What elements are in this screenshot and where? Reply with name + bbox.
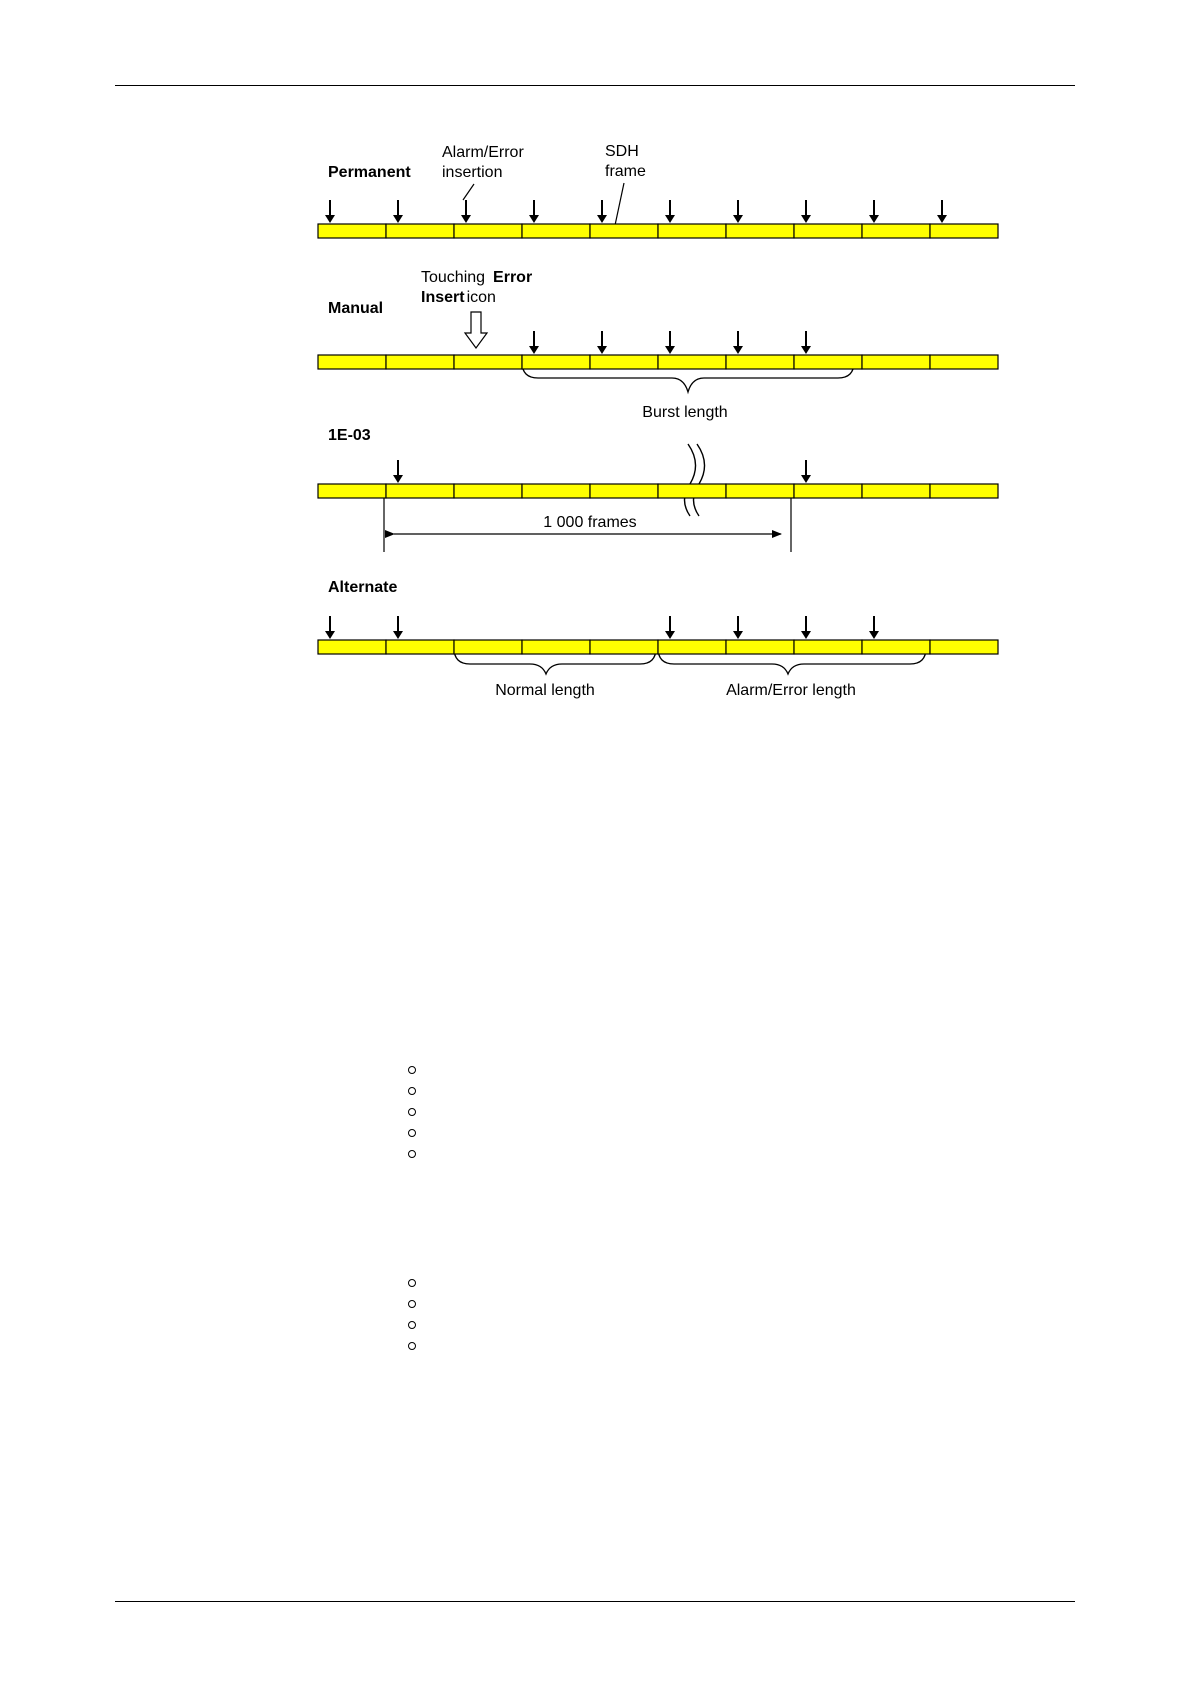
alarm-error-leader-line — [463, 184, 474, 200]
bullet-item — [408, 1108, 416, 1116]
frame-1e03-8 — [862, 484, 930, 498]
insertion-arrow-alternate-0 — [325, 616, 335, 639]
frame-permanent-2 — [454, 224, 522, 238]
insertion-arrow-alternate-7 — [801, 616, 811, 639]
insertion-arrow-permanent-6 — [733, 200, 743, 223]
normal-length-label: Normal length — [495, 682, 595, 699]
frame-1e03-6 — [726, 484, 794, 498]
bullet-list-2 — [408, 1279, 416, 1363]
hollow-down-arrow-icon — [465, 312, 487, 348]
frame-manual-8 — [862, 355, 930, 369]
frame-alternate-5 — [658, 640, 726, 654]
alarm-error-insertion-label-line2: insertion — [442, 164, 503, 181]
insertion-arrow-permanent-0 — [325, 200, 335, 223]
frame-permanent-3 — [522, 224, 590, 238]
row-label-1e03: 1E-03 — [328, 427, 371, 444]
insertion-arrow-manual-5 — [665, 331, 675, 354]
frame-alternate-9 — [930, 640, 998, 654]
insertion-arrow-manual-4 — [597, 331, 607, 354]
bullet-item — [408, 1129, 416, 1137]
frame-manual-9 — [930, 355, 998, 369]
frame-1e03-4 — [590, 484, 658, 498]
frame-rows — [318, 200, 998, 654]
frame-manual-6 — [726, 355, 794, 369]
insertion-arrow-1e03-1 — [393, 460, 403, 483]
frame-manual-0 — [318, 355, 386, 369]
frame-manual-5 — [658, 355, 726, 369]
error-insertion-diagram — [0, 0, 1190, 720]
frame-alternate-7 — [794, 640, 862, 654]
insertion-arrow-alternate-5 — [665, 616, 675, 639]
insert-icon-label: Insert icon — [421, 289, 496, 306]
frame-alternate-4 — [590, 640, 658, 654]
frame-1e03-5 — [658, 484, 726, 498]
frames-span-label: 1 000 frames — [543, 514, 637, 531]
insertion-arrow-permanent-3 — [529, 200, 539, 223]
frame-alternate-1 — [386, 640, 454, 654]
frame-alternate-8 — [862, 640, 930, 654]
frame-permanent-0 — [318, 224, 386, 238]
bullet-item — [408, 1087, 416, 1095]
bullet-item — [408, 1066, 416, 1074]
burst-length-label: Burst length — [642, 404, 728, 421]
bullet-item — [408, 1342, 416, 1350]
insertion-arrow-permanent-8 — [869, 200, 879, 223]
insertion-arrow-1e03-7 — [801, 460, 811, 483]
bullet-list-1 — [408, 1066, 416, 1171]
insertion-arrow-permanent-1 — [393, 200, 403, 223]
frame-alternate-3 — [522, 640, 590, 654]
frame-alternate-0 — [318, 640, 386, 654]
frame-permanent-8 — [862, 224, 930, 238]
sdh-frame-label-line2: frame — [605, 163, 646, 180]
frame-alternate-2 — [454, 640, 522, 654]
frame-permanent-1 — [386, 224, 454, 238]
frame-1e03-3 — [522, 484, 590, 498]
footer-rule — [115, 1601, 1075, 1602]
insertion-arrow-manual-7 — [801, 331, 811, 354]
bullet-item — [408, 1300, 416, 1308]
insertion-arrow-permanent-4 — [597, 200, 607, 223]
sdh-frame-label-line1: SDH — [605, 143, 639, 160]
alarm-error-length-label: Alarm/Error length — [726, 682, 856, 699]
row-label-alternate: Alternate — [328, 579, 398, 596]
frame-permanent-6 — [726, 224, 794, 238]
frame-manual-7 — [794, 355, 862, 369]
sdh-frame-leader-line — [614, 183, 624, 230]
frame-manual-4 — [590, 355, 658, 369]
bullet-item — [408, 1279, 416, 1287]
insertion-arrow-alternate-8 — [869, 616, 879, 639]
frame-manual-3 — [522, 355, 590, 369]
frame-permanent-5 — [658, 224, 726, 238]
insertion-arrow-permanent-7 — [801, 200, 811, 223]
frame-1e03-7 — [794, 484, 862, 498]
frame-permanent-4 — [590, 224, 658, 238]
frame-1e03-0 — [318, 484, 386, 498]
frame-permanent-9 — [930, 224, 998, 238]
bullet-item — [408, 1150, 416, 1158]
row-label-permanent: Permanent — [328, 164, 411, 181]
bullet-item — [408, 1321, 416, 1329]
row-label-manual: Manual — [328, 300, 384, 317]
frame-manual-1 — [386, 355, 454, 369]
insertion-arrow-alternate-1 — [393, 616, 403, 639]
touching-label: Touching Error — [421, 269, 533, 286]
insertion-arrow-permanent-9 — [937, 200, 947, 223]
insertion-arrow-manual-6 — [733, 331, 743, 354]
frame-1e03-1 — [386, 484, 454, 498]
insertion-arrow-alternate-6 — [733, 616, 743, 639]
insertion-arrow-manual-3 — [529, 331, 539, 354]
frame-alternate-6 — [726, 640, 794, 654]
alarm-error-insertion-label-line1: Alarm/Error — [442, 144, 524, 161]
break-mark — [685, 444, 705, 516]
frame-1e03-9 — [930, 484, 998, 498]
frame-permanent-7 — [794, 224, 862, 238]
frame-manual-2 — [454, 355, 522, 369]
insertion-arrow-permanent-5 — [665, 200, 675, 223]
insertion-arrow-permanent-2 — [461, 200, 471, 223]
frame-1e03-2 — [454, 484, 522, 498]
